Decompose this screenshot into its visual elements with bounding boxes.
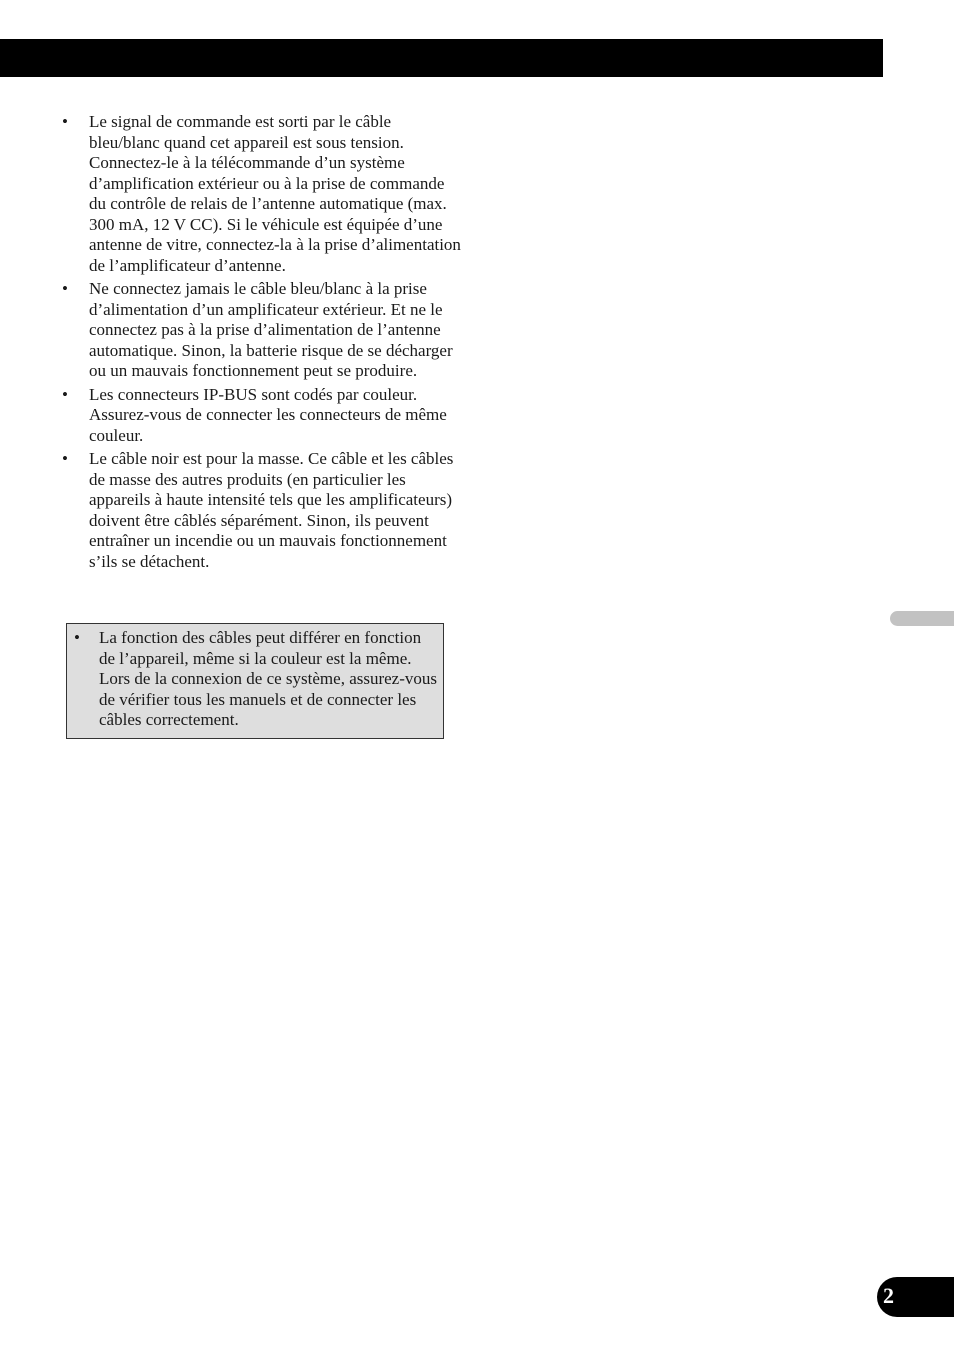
- page-number: 2: [883, 1283, 894, 1308]
- bullet-icon: •: [62, 279, 68, 298]
- section-tab: [890, 611, 954, 626]
- list-item: [62, 449, 462, 572]
- list-item: [62, 279, 462, 382]
- bullet-list: [62, 112, 462, 572]
- bullet-icon: •: [62, 112, 68, 131]
- list-item: [62, 385, 462, 447]
- header-bar: [0, 39, 883, 77]
- list-item-text: Le câble noir est pour la masse. Ce câble et les câbles de masse des autres produits (en particulier les appareils à haute intensité tels que les amplificateurs) doivent être câblés séparément. Sinon, ils peuvent entraîner un incendie ou un mauvais fonctionnement s’ils se détachent.: [89, 449, 454, 571]
- note-text: La fonction des câbles peut différer en fonction de l’appareil, même si la couleur est la même. Lors de la connexion de ce système, assurez-vous de vérifier tous les manuels et de connecter les câbles correctement.: [99, 628, 437, 729]
- bullet-icon: •: [74, 628, 80, 647]
- list-item-text: Ne connectez jamais le câble bleu/blanc à la prise d’alimentation d’un amplificateur extérieur. Et ne le connectez pas à la prise d’alimentation de l’antenne automatique. Sinon, la batterie risque de se décharger ou un mauvais fonctionnement peut se produire.: [89, 279, 453, 380]
- list-item-text: Le signal de commande est sorti par le câble bleu/blanc quand cet appareil est sous tension. Connectez-le à la télécommande d’un système d’amplification extérieur ou à la prise de commande du contrôle de relais de l’antenne automatique (max. 300 mA, 12 V CC). Si le véhicule est équipée d’une antenne de vitre, connectez-la à la prise d’alimentation de l’amplificateur d’antenne.: [89, 112, 461, 275]
- bullet-icon: •: [62, 384, 68, 404]
- note-box: [66, 623, 444, 739]
- list-item: [62, 112, 462, 276]
- bullet-icon: •: [62, 449, 68, 468]
- note-item: [74, 628, 437, 731]
- list-item-text: Les connecteurs IP-BUS sont codés par couleur. Assurez-vous de connecter les connecteurs de même couleur.: [89, 384, 447, 445]
- main-content: [62, 112, 462, 575]
